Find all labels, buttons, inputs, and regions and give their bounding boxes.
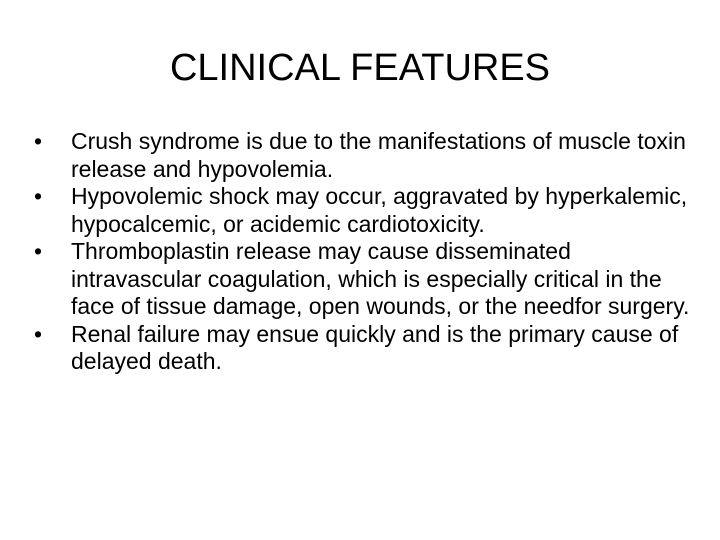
bullet-item [34,183,694,238]
bullet-text: Thromboplastin release may cause disseminated intravascular coagulation, which is especially critical in the face of tissue damage, open wounds, or the needfor surgery. [71,238,690,319]
bullet-text: Renal failure may ensue quickly and is the primary cause of delayed death. [71,320,679,374]
bullet-item [34,238,694,321]
bullet-item [34,128,694,183]
bullet-dot-icon: • [34,183,43,209]
bullet-dot-icon: • [34,128,43,154]
bullet-dot-icon: • [34,320,43,347]
bullet-list [34,128,694,376]
bullet-text: Hypovolemic shock may occur, aggravated by hyperkalemic, hypocalcemic, or acidemic cardiotoxicity. [71,183,688,237]
bullet-dot-icon: • [34,238,43,264]
slide-title: CLINICAL FEATURES [169,47,551,89]
bullet-text: Crush syndrome is due to the manifestations of muscle toxin release and hypovolemia. [71,128,686,182]
bullet-item [34,321,694,376]
